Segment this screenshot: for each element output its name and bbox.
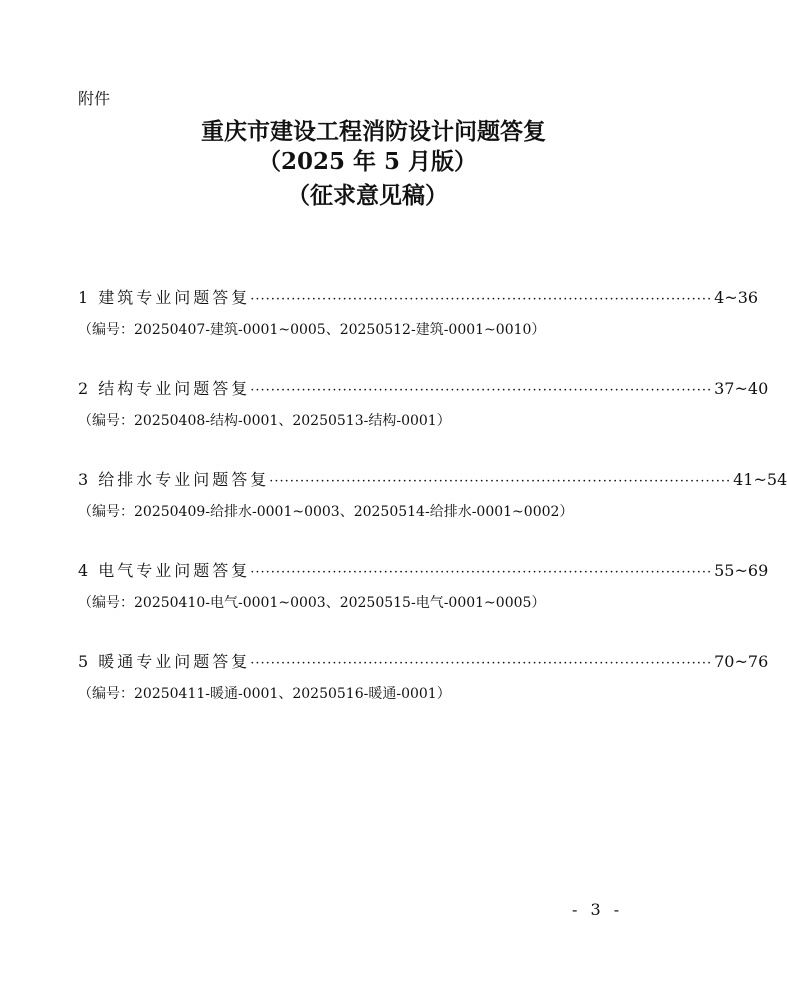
toc-label: 给排水专业问题答复 xyxy=(98,470,270,489)
toc-leader-dots: ·························································································· xyxy=(269,474,732,489)
table-of-contents xyxy=(78,282,787,737)
toc-pages: 37~40 xyxy=(714,379,769,398)
toc-leader-dots: ·························································································· xyxy=(250,656,713,671)
toc-entry xyxy=(78,555,769,646)
toc-number: 3 xyxy=(78,470,89,489)
toc-line[interactable] xyxy=(78,464,787,496)
toc-label: 结构专业问题答复 xyxy=(98,379,251,398)
toc-pages: 4~36 xyxy=(714,288,759,307)
toc-label: 电气专业问题答复 xyxy=(98,561,251,580)
toc-entry xyxy=(78,464,787,555)
toc-number: 5 xyxy=(78,652,89,671)
toc-line[interactable] xyxy=(78,646,769,678)
toc-code: （编号：20250410-电气-0001~0003、20250515-电气-0001~0005） xyxy=(78,595,546,611)
document-draft-status: （征求意见稿） xyxy=(287,182,448,209)
toc-code: （编号：20250411-暖通-0001、20250516-暖通-0001） xyxy=(78,686,451,702)
toc-entry xyxy=(78,373,769,464)
attachment-label: 附件 xyxy=(78,89,111,108)
toc-code: （编号：20250409-给排水-0001~0003、20250514-给排水-0001~0002） xyxy=(78,504,574,520)
toc-number: 2 xyxy=(78,379,89,398)
document-version: （2025 年 5 月版） xyxy=(257,148,478,175)
toc-label: 暖通专业问题答复 xyxy=(98,652,251,671)
document-title: 重庆市建设工程消防设计问题答复 xyxy=(201,118,546,145)
toc-label: 建筑专业问题答复 xyxy=(98,288,251,307)
toc-leader-dots: ·························································································· xyxy=(250,565,713,580)
toc-line[interactable] xyxy=(78,555,769,587)
toc-pages: 55~69 xyxy=(714,561,769,580)
toc-number: 4 xyxy=(78,561,89,580)
toc-entry xyxy=(78,646,769,737)
page-number: - 3 - xyxy=(572,900,624,919)
toc-entry xyxy=(78,282,759,373)
toc-leader-dots: ·························································································· xyxy=(250,383,713,398)
toc-line[interactable] xyxy=(78,373,769,405)
toc-leader-dots: ·························································································· xyxy=(250,292,713,307)
toc-pages: 70~76 xyxy=(714,652,769,671)
toc-code: （编号：20250408-结构-0001、20250513-结构-0001） xyxy=(78,413,451,429)
toc-code: （编号：20250407-建筑-0001~0005、20250512-建筑-0001~0010） xyxy=(78,322,546,338)
toc-number: 1 xyxy=(78,288,89,307)
toc-pages: 41~54 xyxy=(733,470,787,489)
toc-line[interactable] xyxy=(78,282,759,314)
